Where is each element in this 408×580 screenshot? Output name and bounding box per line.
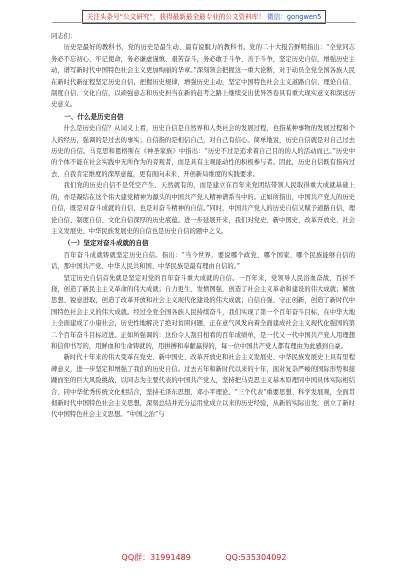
paragraph-quote: 百年奋斗成就铸就坚定历史自信。指出：“当今世界，要说哪个政党、哪个国家、哪个民族能够自信的话，那中国共产党、中华人民共和国、中华民族是最有理由自信的。”: [51, 251, 355, 271]
header-divider: [52, 22, 356, 23]
header-banner: [0, 4, 408, 21]
paragraph-definition: 什么是历史自信？从词义上看，历史自信是自然界和人类社会的发展过程，也指某种事物的发展过程和个人的经历，强调的是过去的事实；自信指的是相信自己，对自己有信心。简单地说，历史自信就是对自己过去历史的自信。马克思和恩格斯在《神圣家族》中指出：“历史不过是追求着自己目的的人的活动而已。”历史中的个体不能在社会实践中无所作为的旁观者，而是具有主观能动性的积极参与者。因此，历史自信既有指向过去、自我肯定维度的深厚意蕴，更有面向未来、开创新局维度的实践要求。: [51, 125, 355, 178]
subsection-heading: （一）坚定对奋斗成就的自信: [64, 239, 149, 248]
footer-qq-group: QQ群：31991489: [121, 553, 191, 562]
footer-qq: QQ:535304092: [225, 553, 287, 562]
banner-wechat[interactable]: 微信：gongwen5: [267, 13, 322, 21]
article-body: [51, 31, 355, 421]
paragraph-foundation: 我们党的历史自信不是凭空产生、天然就有的，而是建立在百年来党团结带领人民取得重大成就基础上的，亦是凝结在这个伟大建党精神为源头的中国共产党人精神谱系当中的。正如所指出，中国共产党人的历史自信，既是对奋斗成就的自信，也是对奋斗精神的自信。”同时，中国共产党人的历史自信又赋予道路自信、理论自信、制度自信、文化自信深厚的历史底蕴。进一步延展开来，我们对党史、新中国史、改革开放史、社会主义发展史、中华民族发展史的自信也是历史自信的题中之义。: [51, 182, 355, 235]
banner-text: 关注头条号“公文研究”，获得最新最全最专业的公文资料库！: [86, 13, 268, 21]
paragraph-achievements: 坚定历史自信首先就是坚定对党的百年奋斗重大成就的自信。一百年来，党领导人民浴血奋战、百折不挠，创造了新民主主义革命的伟大成就；自力更生、发愤图强，创造了社会主义革命和建设的伟大成就；解放思想、锐意进取，创造了改革开放和社会主义现代化建设的伟大成就；自信自强、守正创新，创造了新时代中国特色社会主义的伟大成就。经过全党全国各族人民持续奋斗，我们实现了第一个百年奋斗目标，在中华大地上全面建成了小康社会，历史性地解决了绝对贫困问题，正在意气风发向着全面建成社会主义现代化强国的第二个百年奋斗目标迈进。正如所强调的：这份令人刮目相看的百年成绩单，是一代又一代中国共产党人用理想和信仰书写的，用鲜血和生命铸就的，用拼搏和奉献赢得的，每一位中国共产党人都有理由为此感到自豪。: [51, 274, 355, 350]
paragraph-new-era: 新时代十年来的伟大变革在党史、新中国史、改革开放史和社会主义发展史、中华民族发展史上具有里程碑意义，进一步坚定和增强了我们的历史自信。过去五年和新时代以来的十年，面对复杂严峻的国际形势和接踵而至的巨大风险挑战，以同志为主要代表的中国共产党人，坚持把马克思主义基本原理同中国具体实际相结合、同中华优秀传统文化相结合，坚持毛泽东思想、邓小平理论、“三个代表”重要思想、科学发展观，全面贯彻新时代中国特色社会主义思想，深刻总结并充分运用党成立以来的历史经验，从新的实际出发，创立了新时代中国特色社会主义思想。“中国之治”与: [51, 354, 355, 419]
paragraph-intro: 历史是最好的教科书，党的历史是最生动、最有说服力的教科书。党的二十大报告鲜明指出：“全党同志务必不忘初心、牢记使命，务必谦虚谨慎、艰苦奋斗，务必敢于斗争、善于斗争，坚定历史自信，增强历史主动，谱写新时代中国特色社会主义更加绚丽的华章。”深刻领会把握这一重大论断，对于动员全党全国各族人民在新时代新征程坚定历史自信，把握历史规律，增强历史主动，坚定中国特色社会主义道路自信、理论自信、制度自信、文化自信，以顽强意志和历史担当在新的赶考之路上继续交出优异答卷具有重大现实意义和深远历史意义。: [51, 44, 355, 109]
salutation: 同志们：: [51, 33, 77, 40]
footer-contacts: [0, 552, 408, 563]
section-heading: 一、什么是历史自信: [64, 112, 124, 121]
